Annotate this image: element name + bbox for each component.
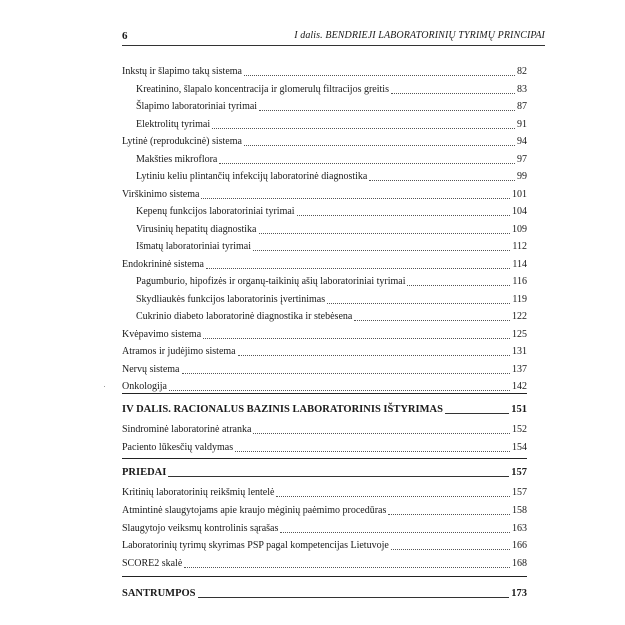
- toc-entry-label: Kepenų funkcijos laboratoriniai tyrimai: [136, 206, 295, 217]
- toc-entry[interactable]: [122, 329, 527, 341]
- leader-dots: [391, 93, 515, 94]
- toc-entry-label: Slaugytojo veiksmų kontrolinis sąrašas: [122, 523, 279, 534]
- toc-entry-page: 157: [512, 487, 527, 498]
- leader-dots: [184, 567, 510, 568]
- toc-entry-label: Endokrininė sistema: [122, 259, 204, 270]
- toc-entry-page: 131: [512, 346, 527, 357]
- header-rule: [122, 45, 545, 46]
- toc-entry[interactable]: [122, 505, 527, 517]
- toc-entry[interactable]: [122, 136, 527, 148]
- toc-entry[interactable]: [122, 540, 527, 552]
- leader-dots: [259, 110, 515, 111]
- leader-dots: [219, 163, 515, 164]
- toc-entry-page: 152: [512, 424, 527, 435]
- leader-dots: [235, 451, 510, 452]
- toc-entry[interactable]: [122, 154, 527, 166]
- leader-dots: [206, 268, 510, 269]
- leader-dots: [212, 128, 515, 129]
- toc-entry-label: SCORE2 skalė: [122, 558, 183, 569]
- toc-entry[interactable]: [122, 364, 527, 376]
- toc-entry[interactable]: [122, 346, 527, 358]
- toc-entry-label: Išmatų laboratoriniai tyrimai: [136, 241, 251, 252]
- toc-entry[interactable]: [122, 171, 527, 183]
- toc-entry-label: Cukrinio diabeto laboratorinė diagnostika ir stebėsena: [136, 311, 353, 322]
- toc-entry[interactable]: [122, 66, 527, 78]
- leader-dots: [445, 413, 509, 414]
- toc-entry-page: 163: [512, 523, 527, 534]
- toc-entry-label: Lytiniu keliu plintančių infekcijų laboratorinė diagnostika: [136, 171, 368, 182]
- toc-entry[interactable]: [122, 259, 527, 271]
- leader-dots: [369, 180, 515, 181]
- toc-entry[interactable]: [122, 424, 527, 436]
- toc-entry-page: 166: [512, 540, 527, 551]
- toc-entry-label: Skydliaukės funkcijos laboratorinis įvertinimas: [136, 294, 326, 305]
- toc-entry-label: Lytinė (reprodukcinė) sistema: [122, 136, 242, 147]
- toc-entry-page: 82: [517, 66, 527, 77]
- leader-dots: [407, 285, 510, 286]
- toc-entry-page: 154: [512, 442, 527, 453]
- page-number: 6: [122, 30, 128, 42]
- leader-dots: [391, 549, 510, 550]
- toc-entry-label: IV DALIS. RACIONALUS BAZINIS LABORATORINIS IŠTYRIMAS: [122, 404, 443, 415]
- toc-entry-label: SANTRUMPOS: [122, 588, 196, 599]
- toc-entry-page: 158: [512, 505, 527, 516]
- leader-dots: [168, 476, 509, 477]
- toc-part-heading[interactable]: [122, 404, 527, 416]
- toc-entry-label: Inkstų ir šlapimo takų sistema: [122, 66, 242, 77]
- leader-dots: [244, 145, 515, 146]
- toc-entry-page: 101: [512, 189, 527, 200]
- toc-entry-page: 114: [512, 259, 527, 270]
- toc-entry-page: 83: [517, 84, 527, 95]
- part-separator-rule: [122, 458, 527, 459]
- toc-entry-label: Paciento lūkesčių valdymas: [122, 442, 234, 453]
- toc-entry-page: 125: [512, 329, 527, 340]
- toc-entry[interactable]: [122, 224, 527, 236]
- leader-dots: [203, 338, 510, 339]
- toc-entry-page: 87: [517, 101, 527, 112]
- toc-part-heading[interactable]: [122, 588, 527, 600]
- toc-entry-page: 109: [512, 224, 527, 235]
- toc-entry-page: 168: [512, 558, 527, 569]
- leader-dots: [354, 320, 510, 321]
- toc-entry[interactable]: [122, 84, 527, 96]
- toc-entry-page: 112: [512, 241, 527, 252]
- toc-entry-page: 151: [511, 404, 527, 415]
- toc-entry-label: Elektrolitų tyrimai: [136, 119, 211, 130]
- toc-entry-page: 173: [511, 588, 527, 599]
- toc-entry[interactable]: [122, 558, 527, 570]
- toc-entry-label: Kreatinino, šlapalo koncentracija ir glomerulų filtracijos greitis: [136, 84, 389, 95]
- leader-dots: [238, 355, 510, 356]
- toc-entry[interactable]: [122, 276, 527, 288]
- toc-entry[interactable]: [122, 119, 527, 131]
- leader-dots: [169, 390, 510, 391]
- leader-dots: [182, 373, 511, 374]
- leader-dots: [198, 597, 510, 598]
- toc-entry[interactable]: [122, 381, 527, 393]
- leader-dots: [388, 514, 510, 515]
- toc-entry-label: Atmintinė slaugytojams apie kraujo mėginių paėmimo procedūras: [122, 505, 387, 516]
- leader-dots: [297, 215, 510, 216]
- running-title: I dalis. BENDRIEJI LABORATORINIŲ TYRIMŲ PRINCIPAI: [294, 30, 545, 41]
- toc-entry-label: Nervų sistema: [122, 364, 180, 375]
- toc-entry-label: Kvėpavimo sistema: [122, 329, 202, 340]
- toc-entry[interactable]: [122, 311, 527, 323]
- toc-entry-page: 91: [517, 119, 527, 130]
- leader-dots: [253, 433, 510, 434]
- leader-dots: [259, 233, 511, 234]
- toc-entry-label: Pagumburio, hipofizės ir organų-taikinių ašių laboratoriniai tyrimai: [136, 276, 406, 287]
- leader-dots: [201, 198, 510, 199]
- toc-entry-label: Sindrominė laboratorinė atranka: [122, 424, 252, 435]
- part-separator-rule: [122, 393, 527, 394]
- toc-entry[interactable]: [122, 523, 527, 535]
- toc-entry-label: Šlapimo laboratoriniai tyrimai: [136, 101, 258, 112]
- toc-entry[interactable]: [122, 206, 527, 218]
- toc-entry[interactable]: [122, 487, 527, 499]
- leader-dots: [253, 250, 510, 251]
- toc-entry-page: 104: [512, 206, 527, 217]
- toc-entry-page: 137: [512, 364, 527, 375]
- toc-entry-label: Onkologija: [122, 381, 167, 392]
- toc-entry-page: 116: [512, 276, 527, 287]
- leader-dots: [280, 532, 510, 533]
- toc-entry-label: Virškinimo sistema: [122, 189, 200, 200]
- toc-entry-label: Kritinių laboratorinių reikšmių lentelė: [122, 487, 275, 498]
- toc-entry-label: Makšties mikroflora: [136, 154, 218, 165]
- toc-entry-page: 157: [511, 467, 527, 478]
- toc-entry[interactable]: [122, 241, 527, 253]
- toc-entry[interactable]: [122, 189, 527, 201]
- leader-dots: [276, 496, 510, 497]
- toc-entry[interactable]: [122, 442, 527, 454]
- toc-entry-page: 142: [512, 381, 527, 392]
- leader-dots: [244, 75, 515, 76]
- scan-mark: [104, 386, 105, 387]
- toc-part-heading[interactable]: [122, 467, 527, 479]
- toc-entry-page: 99: [517, 171, 527, 182]
- toc-entry-page: 97: [517, 154, 527, 165]
- toc-entry-page: 94: [517, 136, 527, 147]
- toc-entry-label: Atramos ir judėjimo sistema: [122, 346, 236, 357]
- toc-entry[interactable]: [122, 294, 527, 306]
- toc-entry-page: 122: [512, 311, 527, 322]
- toc-entry-page: 119: [512, 294, 527, 305]
- toc-entry-label: Laboratorinių tyrimų skyrimas PSP pagal kompetencijas Lietuvoje: [122, 540, 389, 551]
- leader-dots: [327, 303, 510, 304]
- toc-entry-label: PRIEDAI: [122, 467, 167, 478]
- toc-entry[interactable]: [122, 101, 527, 113]
- part-separator-rule: [122, 576, 527, 577]
- toc-entry-label: Virusinių hepatitų diagnostika: [136, 224, 257, 235]
